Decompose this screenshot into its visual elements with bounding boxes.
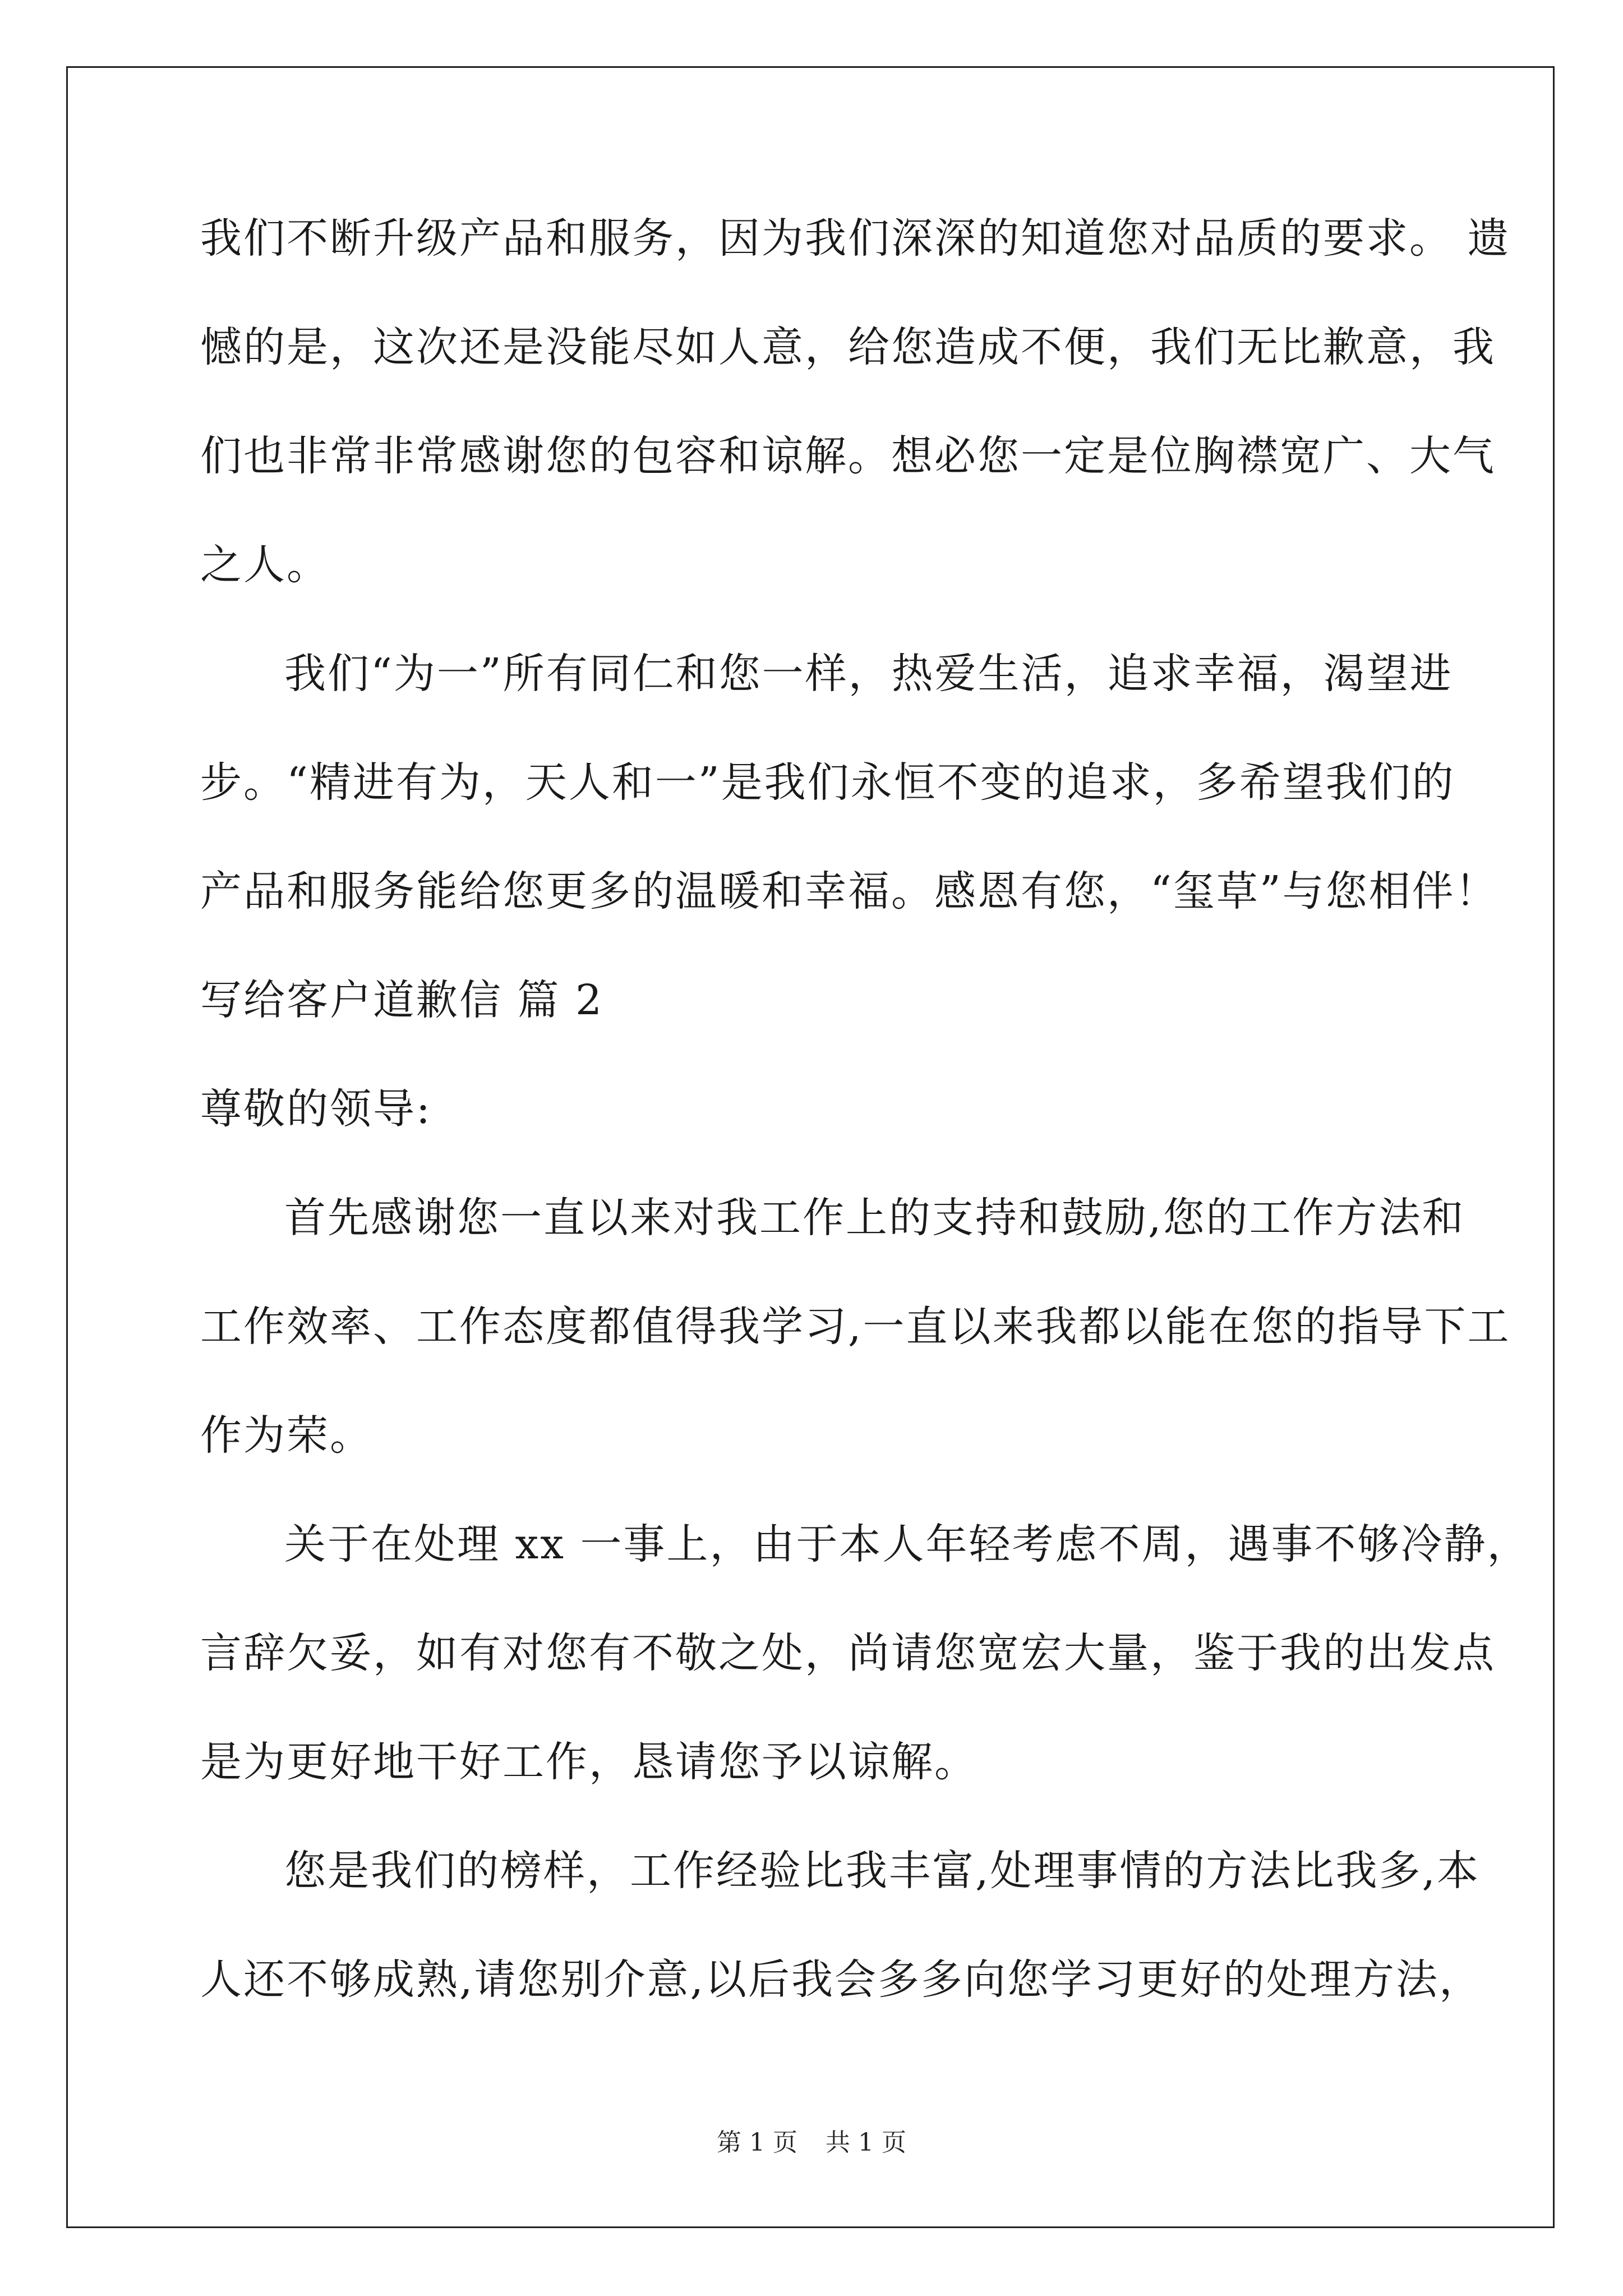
paragraph-start-line: 关于在处理 xx 一事上，由于本人年轻考虑不周，遇事不够冷静，: [284, 1520, 1530, 1568]
document-body: [200, 210, 1530, 2060]
page-number-current: 第 1 页: [717, 2128, 797, 2157]
text-line: 产品和服务能给您更多的温暖和幸福。感恩有您，“玺草”与您相伴！: [200, 867, 1498, 915]
page-footer: [0, 2126, 1623, 2160]
text-line: 言辞欠妥，如有对您有不敬之处，尚请您宽宏大量，鉴于我的出发点: [200, 1629, 1496, 1677]
page-number-total: 共 1 页: [826, 2128, 906, 2157]
text-line: 步。“精进有为，天人和一”是我们永恒不变的追求，多希望我们的: [200, 758, 1455, 807]
text-line: 们也非常非常感谢您的包容和谅解。想必您一定是位胸襟宽广、大气: [200, 432, 1496, 480]
text-line: 我们不断升级产品和服务，因为我们深深的知道您对品质的要求。 遗: [200, 214, 1511, 263]
section-heading: 写给客户道歉信 篇 2: [200, 976, 604, 1024]
text-line: 作为荣。: [200, 1411, 373, 1460]
paragraph-start-line: 我们“为一”所有同仁和您一样，热爱生活，追求幸福，渴望进: [284, 650, 1453, 698]
text-line: 是为更好地干好工作，恳请您予以谅解。: [200, 1738, 978, 1786]
text-line: 工作效率、工作态度都值得我学习,一直以来我都以能在您的指导下工: [200, 1303, 1511, 1351]
salutation: 尊敬的领导:: [200, 1085, 432, 1133]
paragraph-start-line: 首先感谢您一直以来对我工作上的支持和鼓励,您的工作方法和: [284, 1194, 1465, 1242]
text-line: 之人。: [200, 541, 330, 589]
text-line: 憾的是，这次还是没能尽如人意，给您造成不便，我们无比歉意，我: [200, 323, 1496, 371]
text-line: 人还不够成熟,请您别介意,以后我会多多向您学习更好的处理方法，: [200, 1955, 1483, 2004]
paragraph-start-line: 您是我们的榜样，工作经验比我丰富,处理事情的方法比我多,本: [284, 1847, 1481, 1895]
